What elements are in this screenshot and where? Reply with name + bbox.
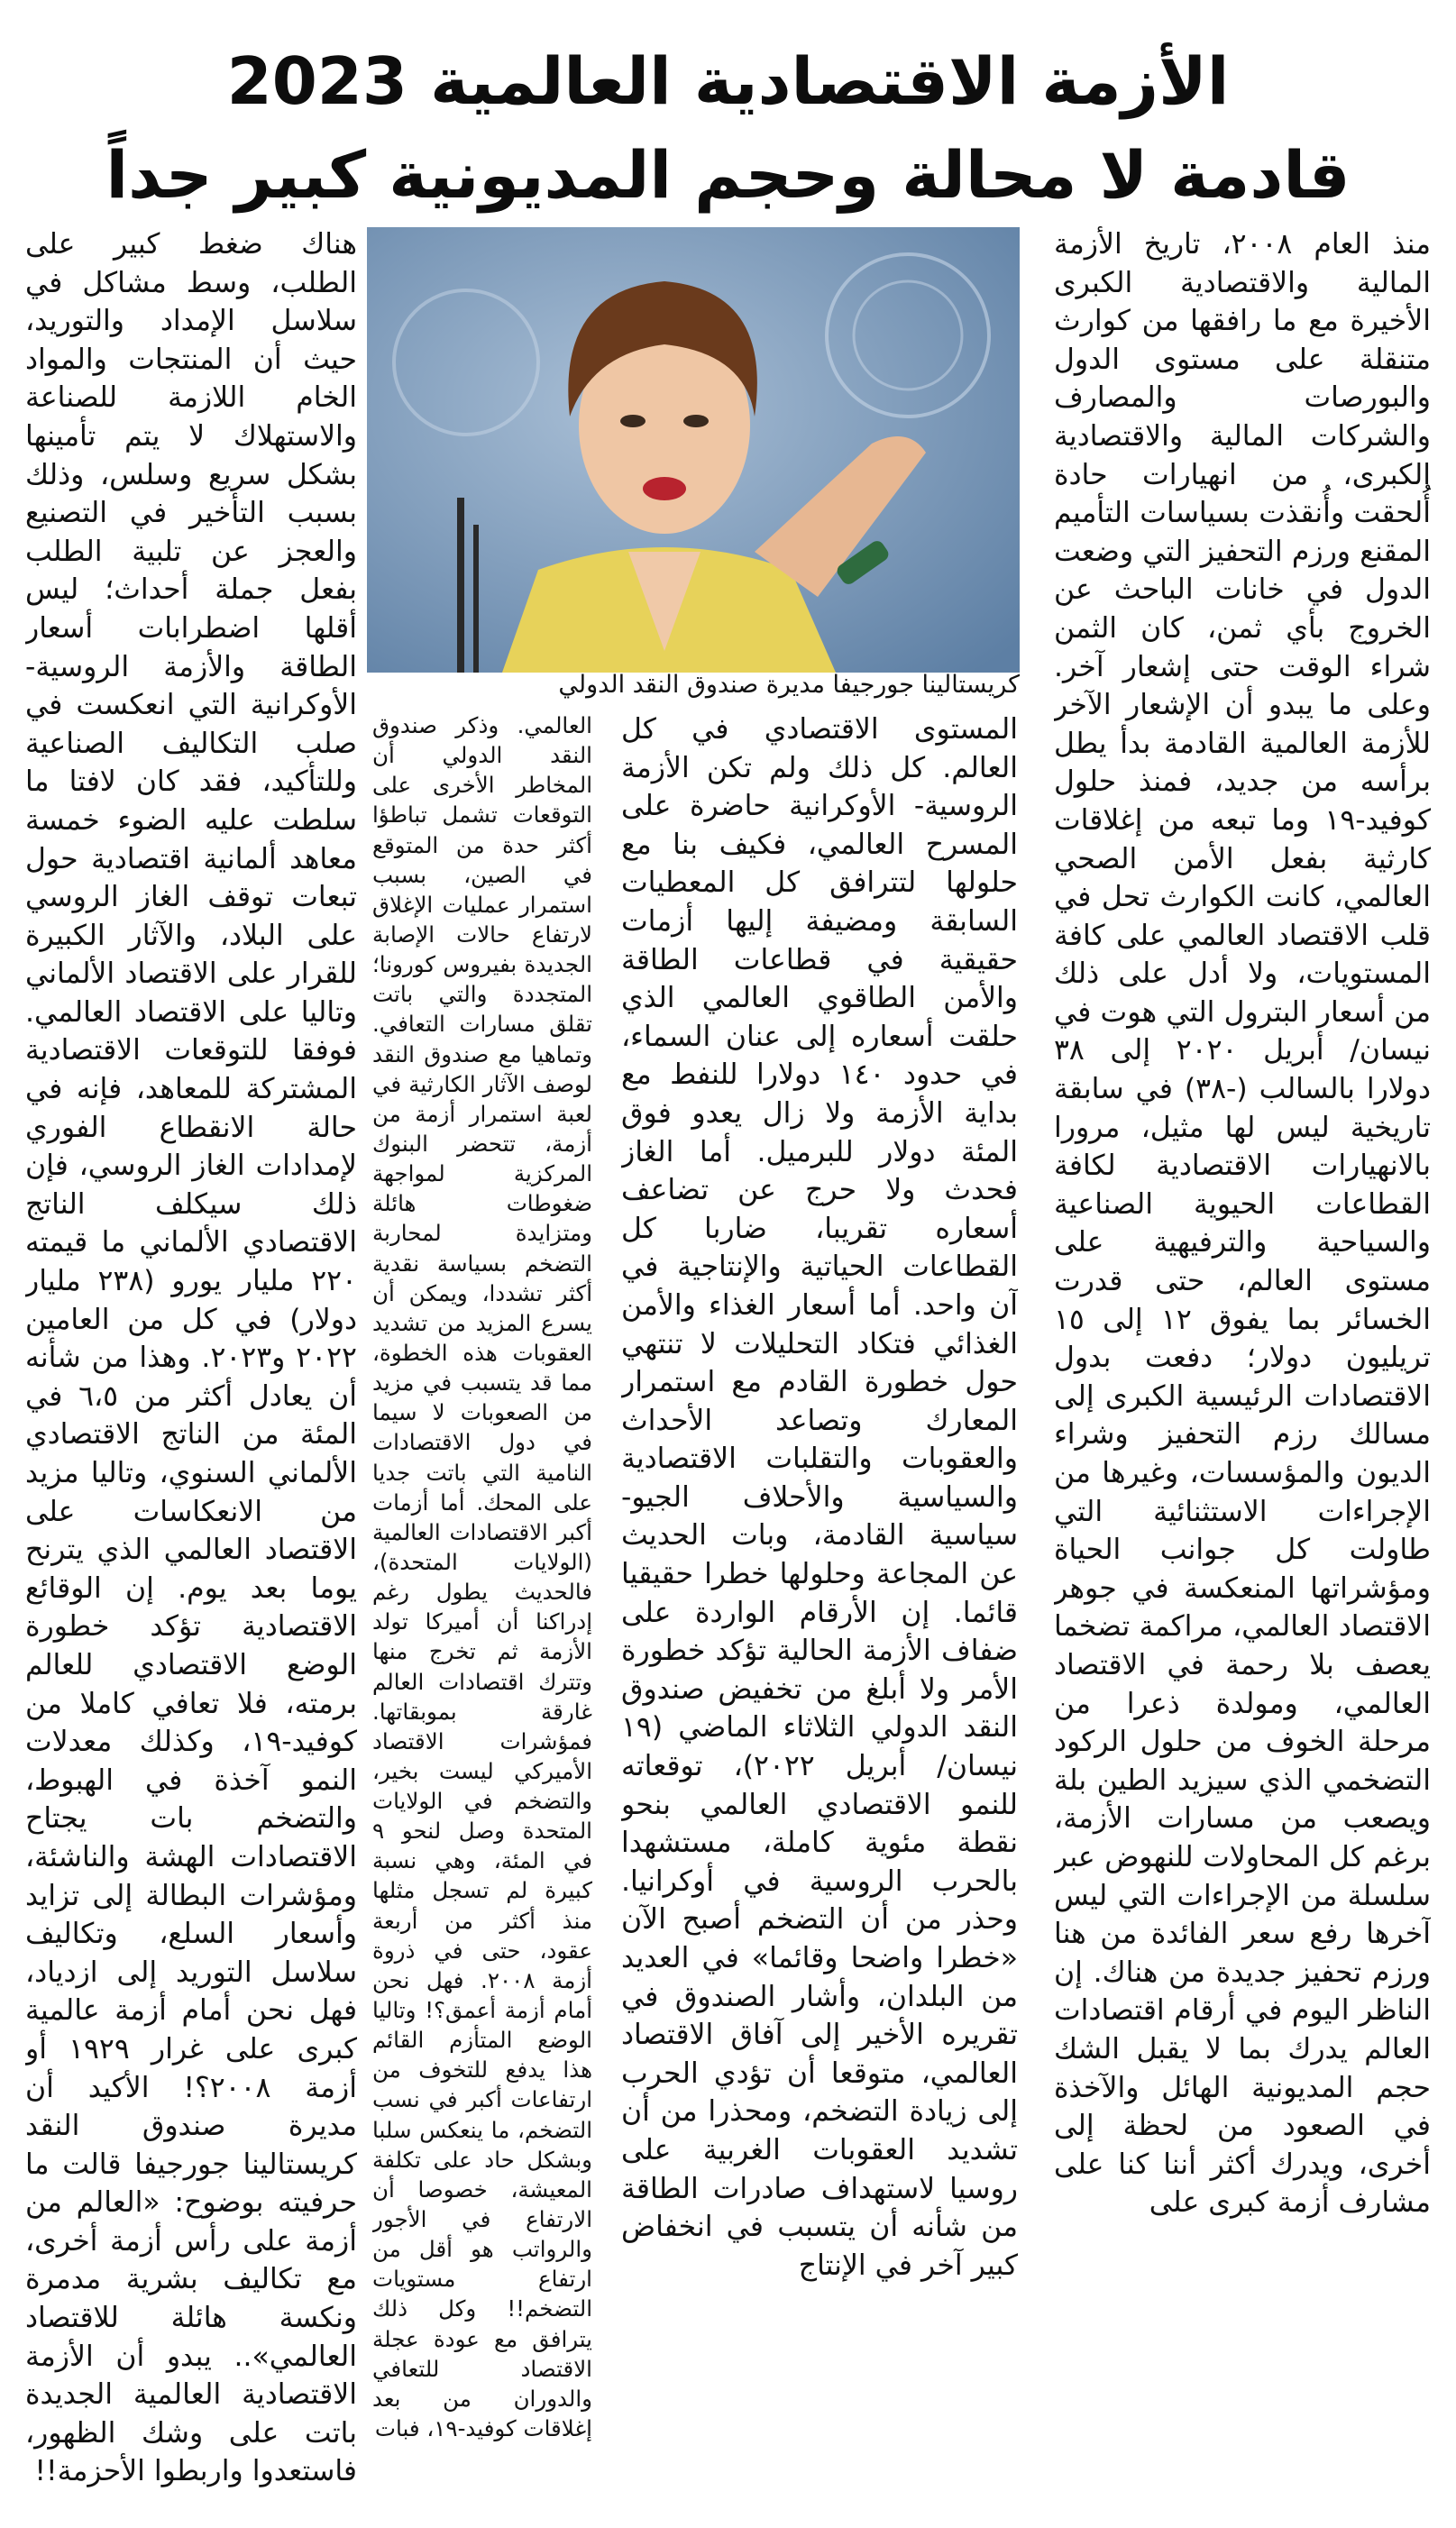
headline [36, 34, 1420, 222]
portrait-illustration [367, 227, 1020, 673]
article-column-3: العالمي. وذكر صندوق النقد الدولي أن المخاطر الأخرى على التوقعات تشمل تباطؤا أكثر حدة من المتوقع في الصين، بسبب استمرار عمليات الإغلاق لارتفاع حالات الإصابة الجديدة بفيروس كورونا؛ المتجددة والتي باتت تقلق مسارات التعافي. وتماهيا مع صندوق النقد لوصف الآثار الكارثية في لعبة استمرار أزمة من أزمة، تتحضر البنوك المركزية لمواجهة ضغوطات هائلة ومتزايدة لمحاربة التضخم بسياسة نقدية أكثر تشددا، ويمكن أن يسرع المزيد من تشديد العقوبات هذه الخطوة، مما قد يتسبب في مزيد من الصعوبات لا سيما في دول الاقتصادات النامية التي باتت جديا على المحك. أما أزمات أكبر الاقتصادات العالمية (الولايات المتحدة)، فالحديث يطول رغم إدراكنا أن أميركا تولد الأزمة ثم تخرج منها وتترك اقتصادات العالم غارقة بموبقاتها. فمؤشرات الاقتصاد الأميركي ليست بخير، والتضخم في الولايات المتحدة وصل لنحو ٩ في المئة، وهي نسبة كبيرة لم تسجل مثلها منذ أكثر من أربعة عقود، حتى في ذروة أزمة ٢٠٠٨. فهل نحن أمام أزمة أعمق؟! وتاليا الوضع المتأزم القائم هذا يدفع للتخوف من ارتفاعات أكبر في نسب التضخم، ما ينعكس سلبا وبشكل حاد على تكلفة المعيشة، خصوصا أن الارتفاع في الأجور والرواتب هو أقل من ارتفاع مستويات التضخم!! وكل ذلك يترافق مع عودة عجلة الاقتصاد للتعافي والدوران من بعد إغلاقات كوفيد-١٩، فبات [372, 712, 592, 2442]
article-photo [367, 227, 1020, 673]
article-column-1: منذ العام ٢٠٠٨، تاريخ الأزمة المالية والاقتصادية الكبرى الأخيرة مع ما رافقها من كوارث متنقلة على مستوى الدول والبورصات والمصارف والشركات المالية والاقتصادية الكبرى، من انهيارات حادة أُلحقت وأُنقذت بسياسات التأميم المقنع ورزم التحفيز التي وضعت الدول في خانات الباحث عن الخروج بأي ثمن، كان الثمن شراء الوقت حتى إشعار آخر. وعلى ما يبدو أن الإشعار الآخر للأزمة العالمية القادمة بدأ يطل برأسه من جديد، فمنذ حلول كوفيد-١٩ وما تبعه من إغلاقات كارثية بفعل الأمن الصحي العالمي، كانت الكوارث تحل في قلب الاقتصاد العالمي على كافة المستويات، ولا أدل على ذلك من أسعار البترول التي هوت في نيسان/ أبريل ٢٠٢٠ إلى ٣٨ دولارا بالسالب (-٣٨) في سابقة تاريخية ليس لها مثيل، مرورا بالانهيارات الاقتصادية لكافة القطاعات الحيوية الصناعية والسياحية والترفيهية على مستوى العالم، حتى قدرت الخسائر بما يفوق ١٢ إلى ١٥ تريليون دولار؛ دفعت بدول الاقتصادات الرئيسية الكبرى إلى مسالك رزم التحفيز وشراء الديون والمؤسسات، وغيرها من الإجراءات الاستثنائية التي طاولت كل جوانب الحياة ومؤشراتها المنعكسة في جوهر الاقتصاد العالمي، مراكمة تضخما يعصف بلا رحمة في الاقتصاد العالمي، ومولدة ذعرا من مرحلة الخوف من حلول الركود التضخمي الذي سيزيد الطين بلة ويصعب من مسارات الأزمة، برغم كل المحاولات للنهوض عبر سلسلة من الإجراءات التي ليس آخرها رفع سعر الفائدة من هنا ورزم تحفيز جديدة من هناك. إن الناظر اليوم في أرقام اقتصادات العالم يدرك بما لا يقبل الشك حجم المديونية الهائل والآخذة في الصعود من لحظة إلى أخرى، ويدرك أكثر أننا كنا على مشارف أزمة كبرى على [1054, 228, 1431, 2220]
article-column-4: هناك ضغط كبير على الطلب، وسط مشاكل في سلاسل الإمداد والتوريد، حيث أن المنتجات والمواد الخام اللازمة للصناعة والاستهلاك لا يتم تأمينها بشكل سريع وسلس، وذلك بسبب التأخير في التصنيع والعجز عن تلبية الطلب بفعل جملة أحداث؛ ليس أقلها اضطرابات أسعار الطاقة والأزمة الروسية- الأوكرانية التي انعكست في صلب التكاليف الصناعية وللتأكيد، فقد كان لافتا ما سلطت عليه الضوء خمسة معاهد ألمانية اقتصادية حول تبعات توقف الغاز الروسي على البلاد، والآثار الكبيرة للقرار على الاقتصاد الألماني وتاليا على الاقتصاد العالمي. فوفقا للتوقعات الاقتصادية المشتركة للمعاهد، فإنه في حالة الانقطاع الفوري لإمدادات الغاز الروسي، فإن ذلك سيكلف الناتج الاقتصادي الألماني ما قيمته ٢٢٠ مليار يورو (٢٣٨ مليار دولار) في كل من العامين ٢٠٢٢ و٢٠٢٣. وهذا من شأنه أن يعادل أكثر من ٦،٥ في المئة من الناتج الاقتصادي الألماني السنوي، وتاليا مزيد من الانعكاسات على الاقتصاد العالمي الذي يترنح يوما بعد يوم. إن الوقائع الاقتصادية تؤكد خطورة الوضع الاقتصادي للعالم برمته، فلا تعافي كاملا من كوفيد-١٩، وكذلك معدلات النمو آخذة في الهبوط، والتضخم بات يجتاح الاقتصادات الهشة والناشئة، ومؤشرات البطالة إلى تزايد وأسعار السلع، وتكاليف سلاسل التوريد إلى ازدياد، فهل نحن أمام أزمة عالمية كبرى على غرار ١٩٢٩ أو أزمة ٢٠٠٨؟! الأكيد أن مديرة صندوق النقد كريستالينا جورجيفا قالت ما حرفيته بوضوح: «العالم من أزمة على رأس أزمة أخرى، مع تكاليف بشرية مدمرة ونكسة هائلة للاقتصاد العالمي».. يبدو أن الأزمة الاقتصادية العالمية الجديدة باتت على وشك الظهور، فاستعدوا واربطوا الأحزمة!! [25, 228, 357, 2488]
headline-line-2: قادمة لا محالة وحجم المديونية كبير جداً [105, 137, 1351, 213]
photo-caption: كريستالينا جورجيفا مديرة صندوق النقد الدولي [558, 671, 1020, 699]
headline-line-1: الأزمة الاقتصادية العالمية 2023 [226, 43, 1230, 119]
article-column-2: المستوى الاقتصادي في كل العالم. كل ذلك ولم تكن الأزمة الروسية- الأوكرانية حاضرة على المسرح العالمي، فكيف بنا مع حلولها لتترافق كل المعطيات السابقة ومضيفة إليها أزمات حقيقية في قطاعات الطاقة والأمن الطاقوي العالمي الذي حلقت أسعاره إلى عنان السماء، في حدود ١٤٠ دولارا للنفط مع بداية الأزمة ولا زال يعدو فوق المئة دولار للبرميل. أما الغاز فحدث ولا حرج عن تضاعف أسعاره تقريبا، ضاربا كل القطاعات الحياتية والإنتاجية في آن واحد. أما أسعار الغذاء والأمن الغذائي فتكاد التحليلات لا تنتهي حول خطورة القادم مع استمرار المعارك وتصاعد الأحداث والعقوبات والتقلبات الاقتصادية والسياسية والأحلاف الجيو- سياسية القادمة، وبات الحديث عن المجاعة وحلولها خطرا حقيقيا قائما. إن الأرقام الواردة على ضفاف الأزمة الحالية تؤكد خطورة الأمر ولا أبلغ من تخفيض صندوق النقد الدولي الثلاثاء الماضي (١٩ نيسان/ أبريل ٢٠٢٢)، توقعاته للنمو الاقتصادي العالمي بنحو نقطة مئوية كاملة، مستشهدا بالحرب الروسية في أوكرانيا. وحذر من أن التضخم أصبح الآن «خطرا واضحا وقائما» في العديد من البلدان، وأشار الصندوق في تقريره الأخير إلى آفاق الاقتصاد العالمي، متوقعا أن تؤدي الحرب إلى زيادة التضخم، ومحذرا من أن تشديد العقوبات الغربية على روسيا لاستهداف صادرات الطاقة من شأنه أن يتسبب في انخفاض كبير آخر في الإنتاج [621, 713, 1018, 2282]
